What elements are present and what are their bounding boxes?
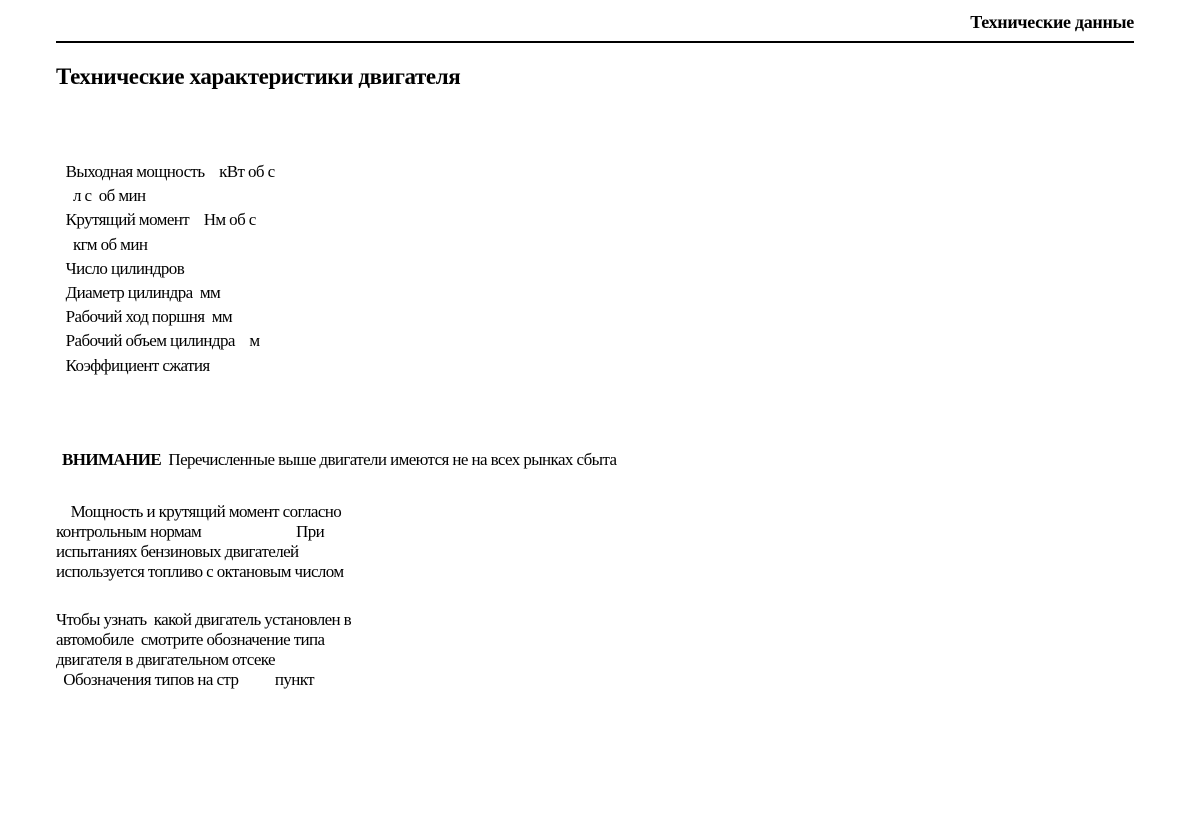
power-note-paragraph <box>56 502 344 582</box>
spec-line-power-kw: Выходная мощность кВт об с <box>62 162 275 181</box>
spec-line-cylinders: Число цилиндров <box>62 258 185 278</box>
engine-type-paragraph <box>56 610 351 690</box>
section-header: Технические данные <box>970 12 1134 32</box>
spec-line-bore: Диаметр цилиндра мм <box>62 283 221 303</box>
warning-text: Перечисленные выше двигатели имеются не на всех рынках сбыта <box>161 450 617 469</box>
paragraph-line: Мощность и крутящий момент согласно <box>56 502 342 521</box>
paragraph-line: контрольным нормам При <box>56 522 325 541</box>
paragraph-line: используется топливо с октановым числом <box>56 562 344 581</box>
paragraph-line: испытаниях бензиновых двигателей <box>56 542 299 561</box>
warning-label: ВНИМАНИЕ <box>62 450 162 469</box>
paragraph-line: Чтобы узнать какой двигатель установлен в <box>56 610 352 629</box>
spec-line-stroke: Рабочий ход поршня мм <box>62 307 233 327</box>
paragraph-line: двигателя в двигательном отсеке <box>56 650 275 669</box>
spec-list <box>62 160 275 378</box>
page-title: Технические характеристики двигателя <box>56 64 461 89</box>
spec-line-power-hp: л с об мин <box>62 186 146 206</box>
warning-note <box>62 450 616 470</box>
paragraph-line: автомобиле смотрите обозначение типа <box>56 630 325 649</box>
header-divider <box>56 41 1134 43</box>
spec-line-compression: Коэффициент сжатия <box>62 355 210 375</box>
paragraph-line: Обозначения типов на стр пункт <box>56 670 315 689</box>
spec-line-torque-nm: Крутящий момент Нм об с <box>62 210 256 230</box>
spec-line-displacement: Рабочий объем цилиндра м <box>62 331 260 351</box>
spec-line-torque-kgm: кгм об мин <box>62 234 148 254</box>
